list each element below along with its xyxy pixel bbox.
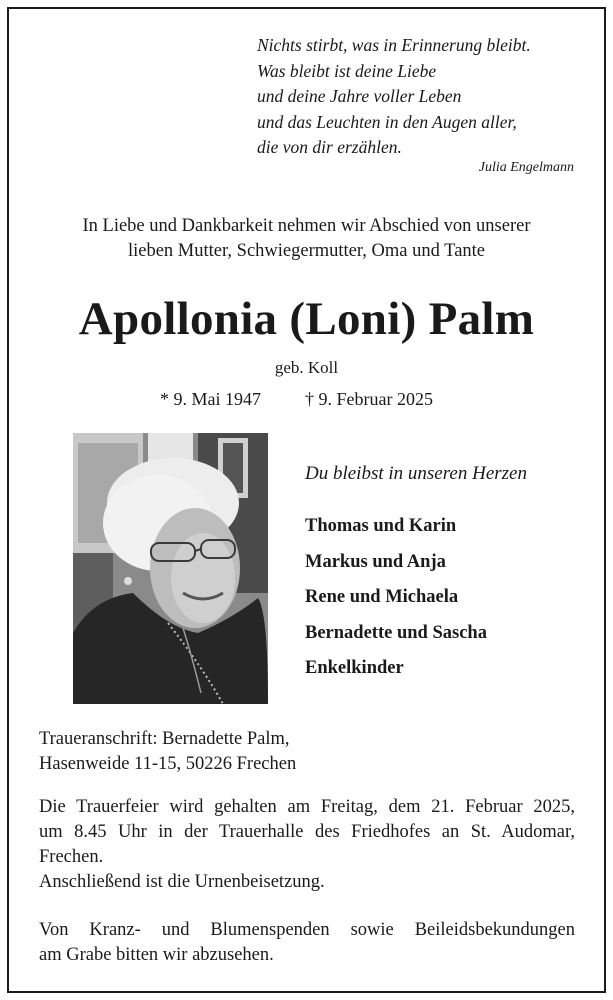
mourner-name: Bernadette und Sascha xyxy=(305,622,487,643)
poem-line: Was bleibt ist deine Liebe xyxy=(257,60,437,81)
intro-text xyxy=(0,214,613,264)
flowers-line: am Grabe bitten wir abzusehen. xyxy=(39,945,274,965)
poem-line: und das Leuchten in den Augen aller, xyxy=(257,111,517,132)
poem-line: die von dir erzählen. xyxy=(257,137,402,157)
poem-author: Julia Engelmann xyxy=(478,160,574,175)
deceased-name: Apollonia (Loni) Palm xyxy=(78,293,535,345)
intro-line: lieben Mutter, Schwiegermutter, Oma und Tante xyxy=(127,241,486,261)
service-line: um 8.45 Uhr in der Trauerhalle des Friedhofes an St. Audomar, xyxy=(39,822,575,842)
flowers-line: Von Kranz- und Blumenspenden sowie Beileidsbekundungen xyxy=(39,920,575,940)
poem-line: Nichts stirbt, was in Erinnerung bleibt. xyxy=(257,35,531,55)
mourner-name: Thomas und Karin xyxy=(305,516,457,536)
death-date: † 9. Februar 2025 xyxy=(305,389,433,409)
poem xyxy=(257,33,577,161)
poem-line: und deine Jahre voller Leben xyxy=(257,86,462,106)
intro-line: In Liebe und Dankbarkeit nehmen wir Abschied von unserer xyxy=(82,216,531,236)
service-line: Anschließend ist die Urnenbeisetzung. xyxy=(39,872,325,892)
address-line: Hasenweide 11-15, 50226 Frechen xyxy=(39,754,297,774)
mourning-address xyxy=(39,727,296,777)
mourner-name: Rene und Michaela xyxy=(305,587,459,607)
birth-date: * 9. Mai 1947 xyxy=(160,389,261,409)
service-line: Die Trauerfeier wird gehalten am Freitag, dem 21. Februar 2025, xyxy=(39,797,575,817)
mourner-name: Markus und Anja xyxy=(305,551,446,572)
address-line: Traueranschrift: Bernadette Palm, xyxy=(39,729,290,749)
service-line: Frechen. xyxy=(39,847,104,867)
mourner-name: Enkelkinder xyxy=(305,658,404,678)
funeral-service-info xyxy=(39,795,575,895)
maiden-name: geb. Koll xyxy=(274,358,339,377)
flowers-notice xyxy=(39,918,575,968)
mourners-list xyxy=(305,509,487,687)
portrait-photo xyxy=(73,433,268,704)
farewell-text: Du bleibst in unseren Herzen xyxy=(305,463,527,484)
